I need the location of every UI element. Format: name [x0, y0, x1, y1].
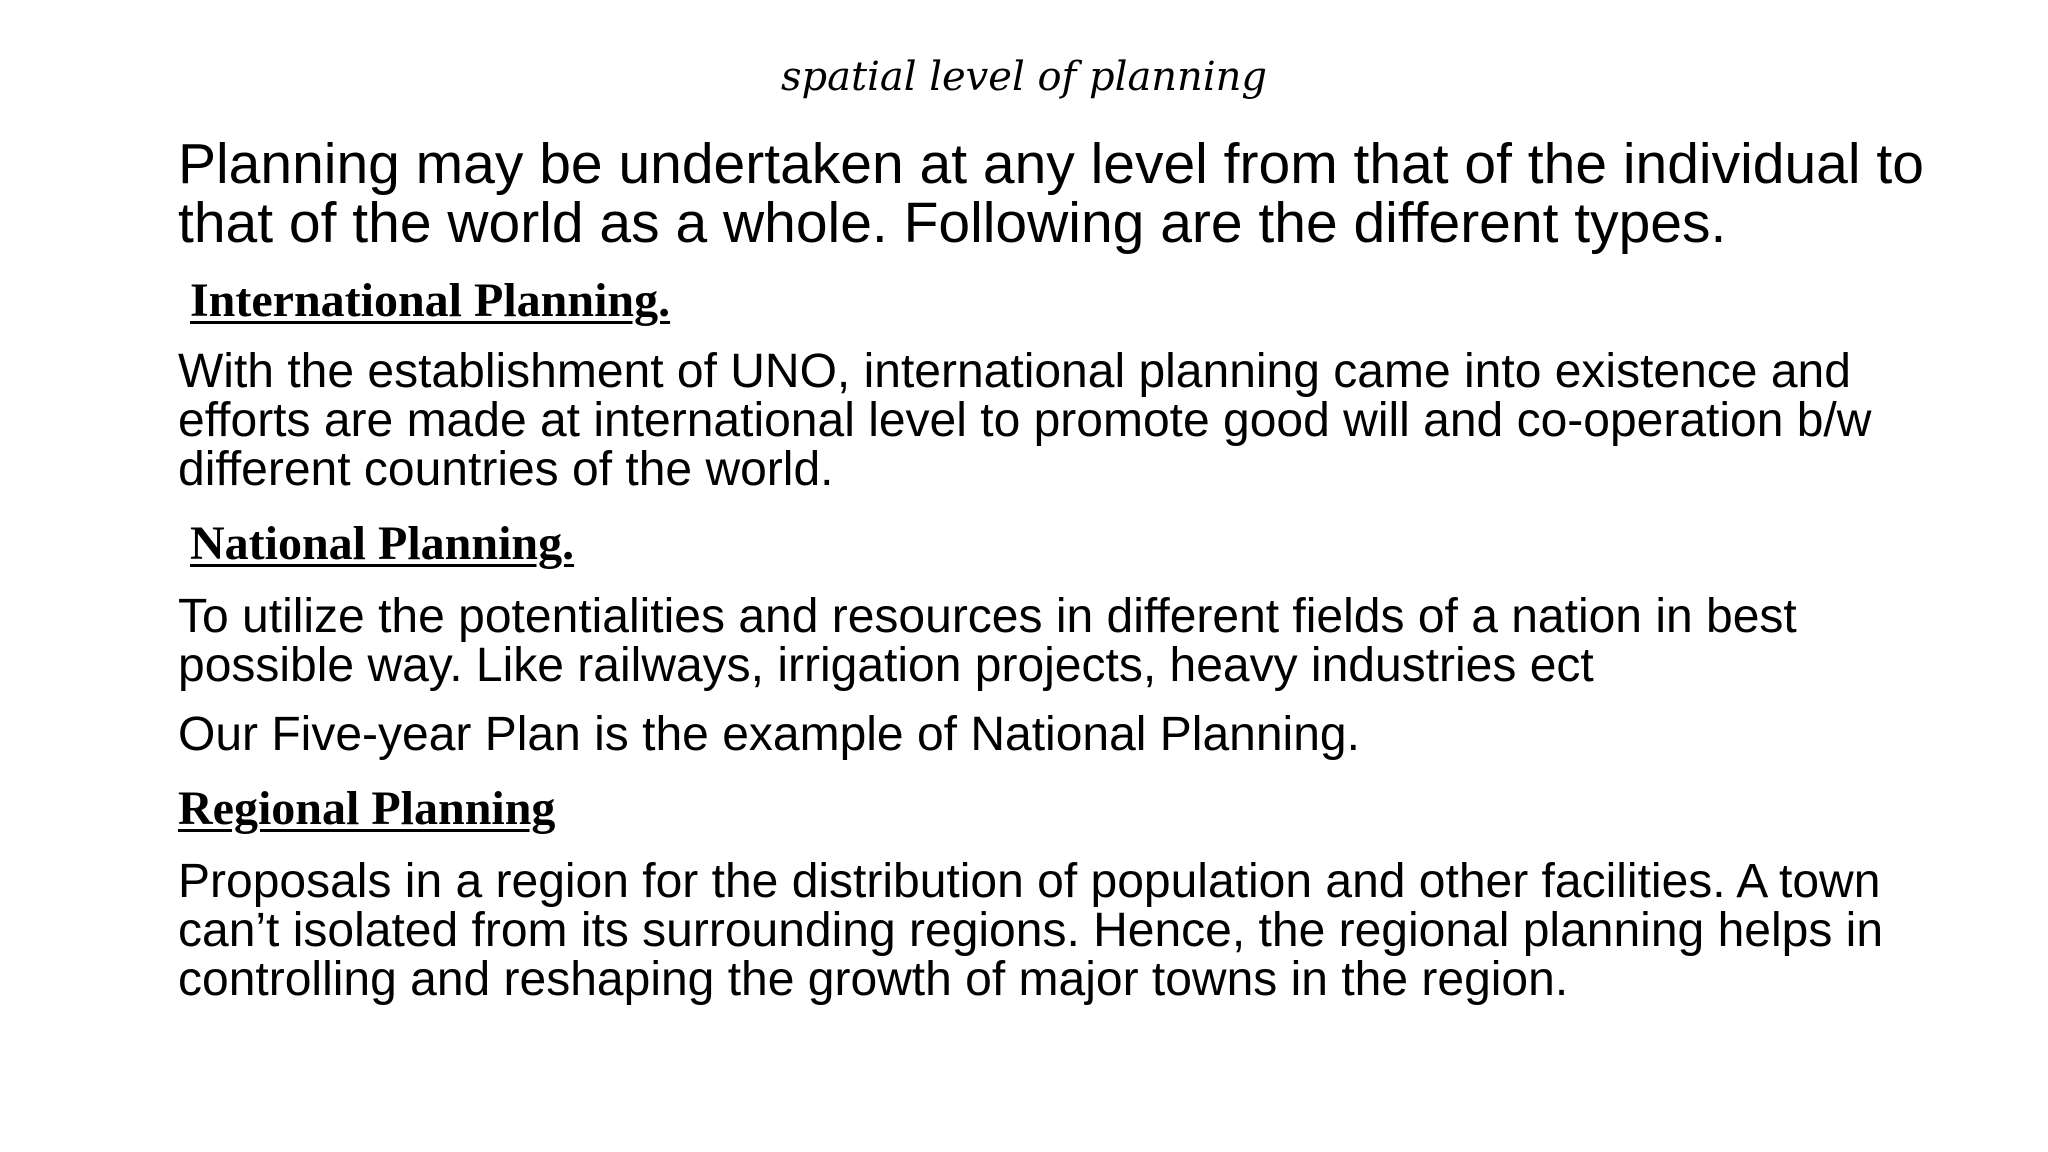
international-planning-text: With the establishment of UNO, international planning came into existence and efforts are made at international level to promote good will and co-operation b/w different countries of the world. — [178, 345, 1872, 496]
heading-international-planning: International Planning. — [190, 274, 671, 327]
slide-title: spatial level of planning — [781, 54, 1267, 100]
slide-body — [178, 132, 1978, 1006]
five-year-plan-text: Our Five-year Plan is the example of National Planning. — [178, 708, 1360, 761]
heading-national-planning: National Planning. — [190, 517, 575, 570]
intro-paragraph: Planning may be undertaken at any level from that of the individual to that of the world as a whole. Following are the different types. — [178, 132, 1924, 255]
regional-planning-text: Proposals in a region for the distribution of population and other facilities. A town can’t isolated from its surrounding regions. Hence, the regional planning helps in controlling and reshaping the growth of major towns in the region. — [178, 855, 1884, 1006]
heading-regional-planning: Regional Planning — [178, 782, 556, 835]
national-planning-text: To utilize the potentialities and resources in different fields of a nation in best possible way. Like railways, irrigation projects, heavy industries ect — [178, 590, 1797, 692]
